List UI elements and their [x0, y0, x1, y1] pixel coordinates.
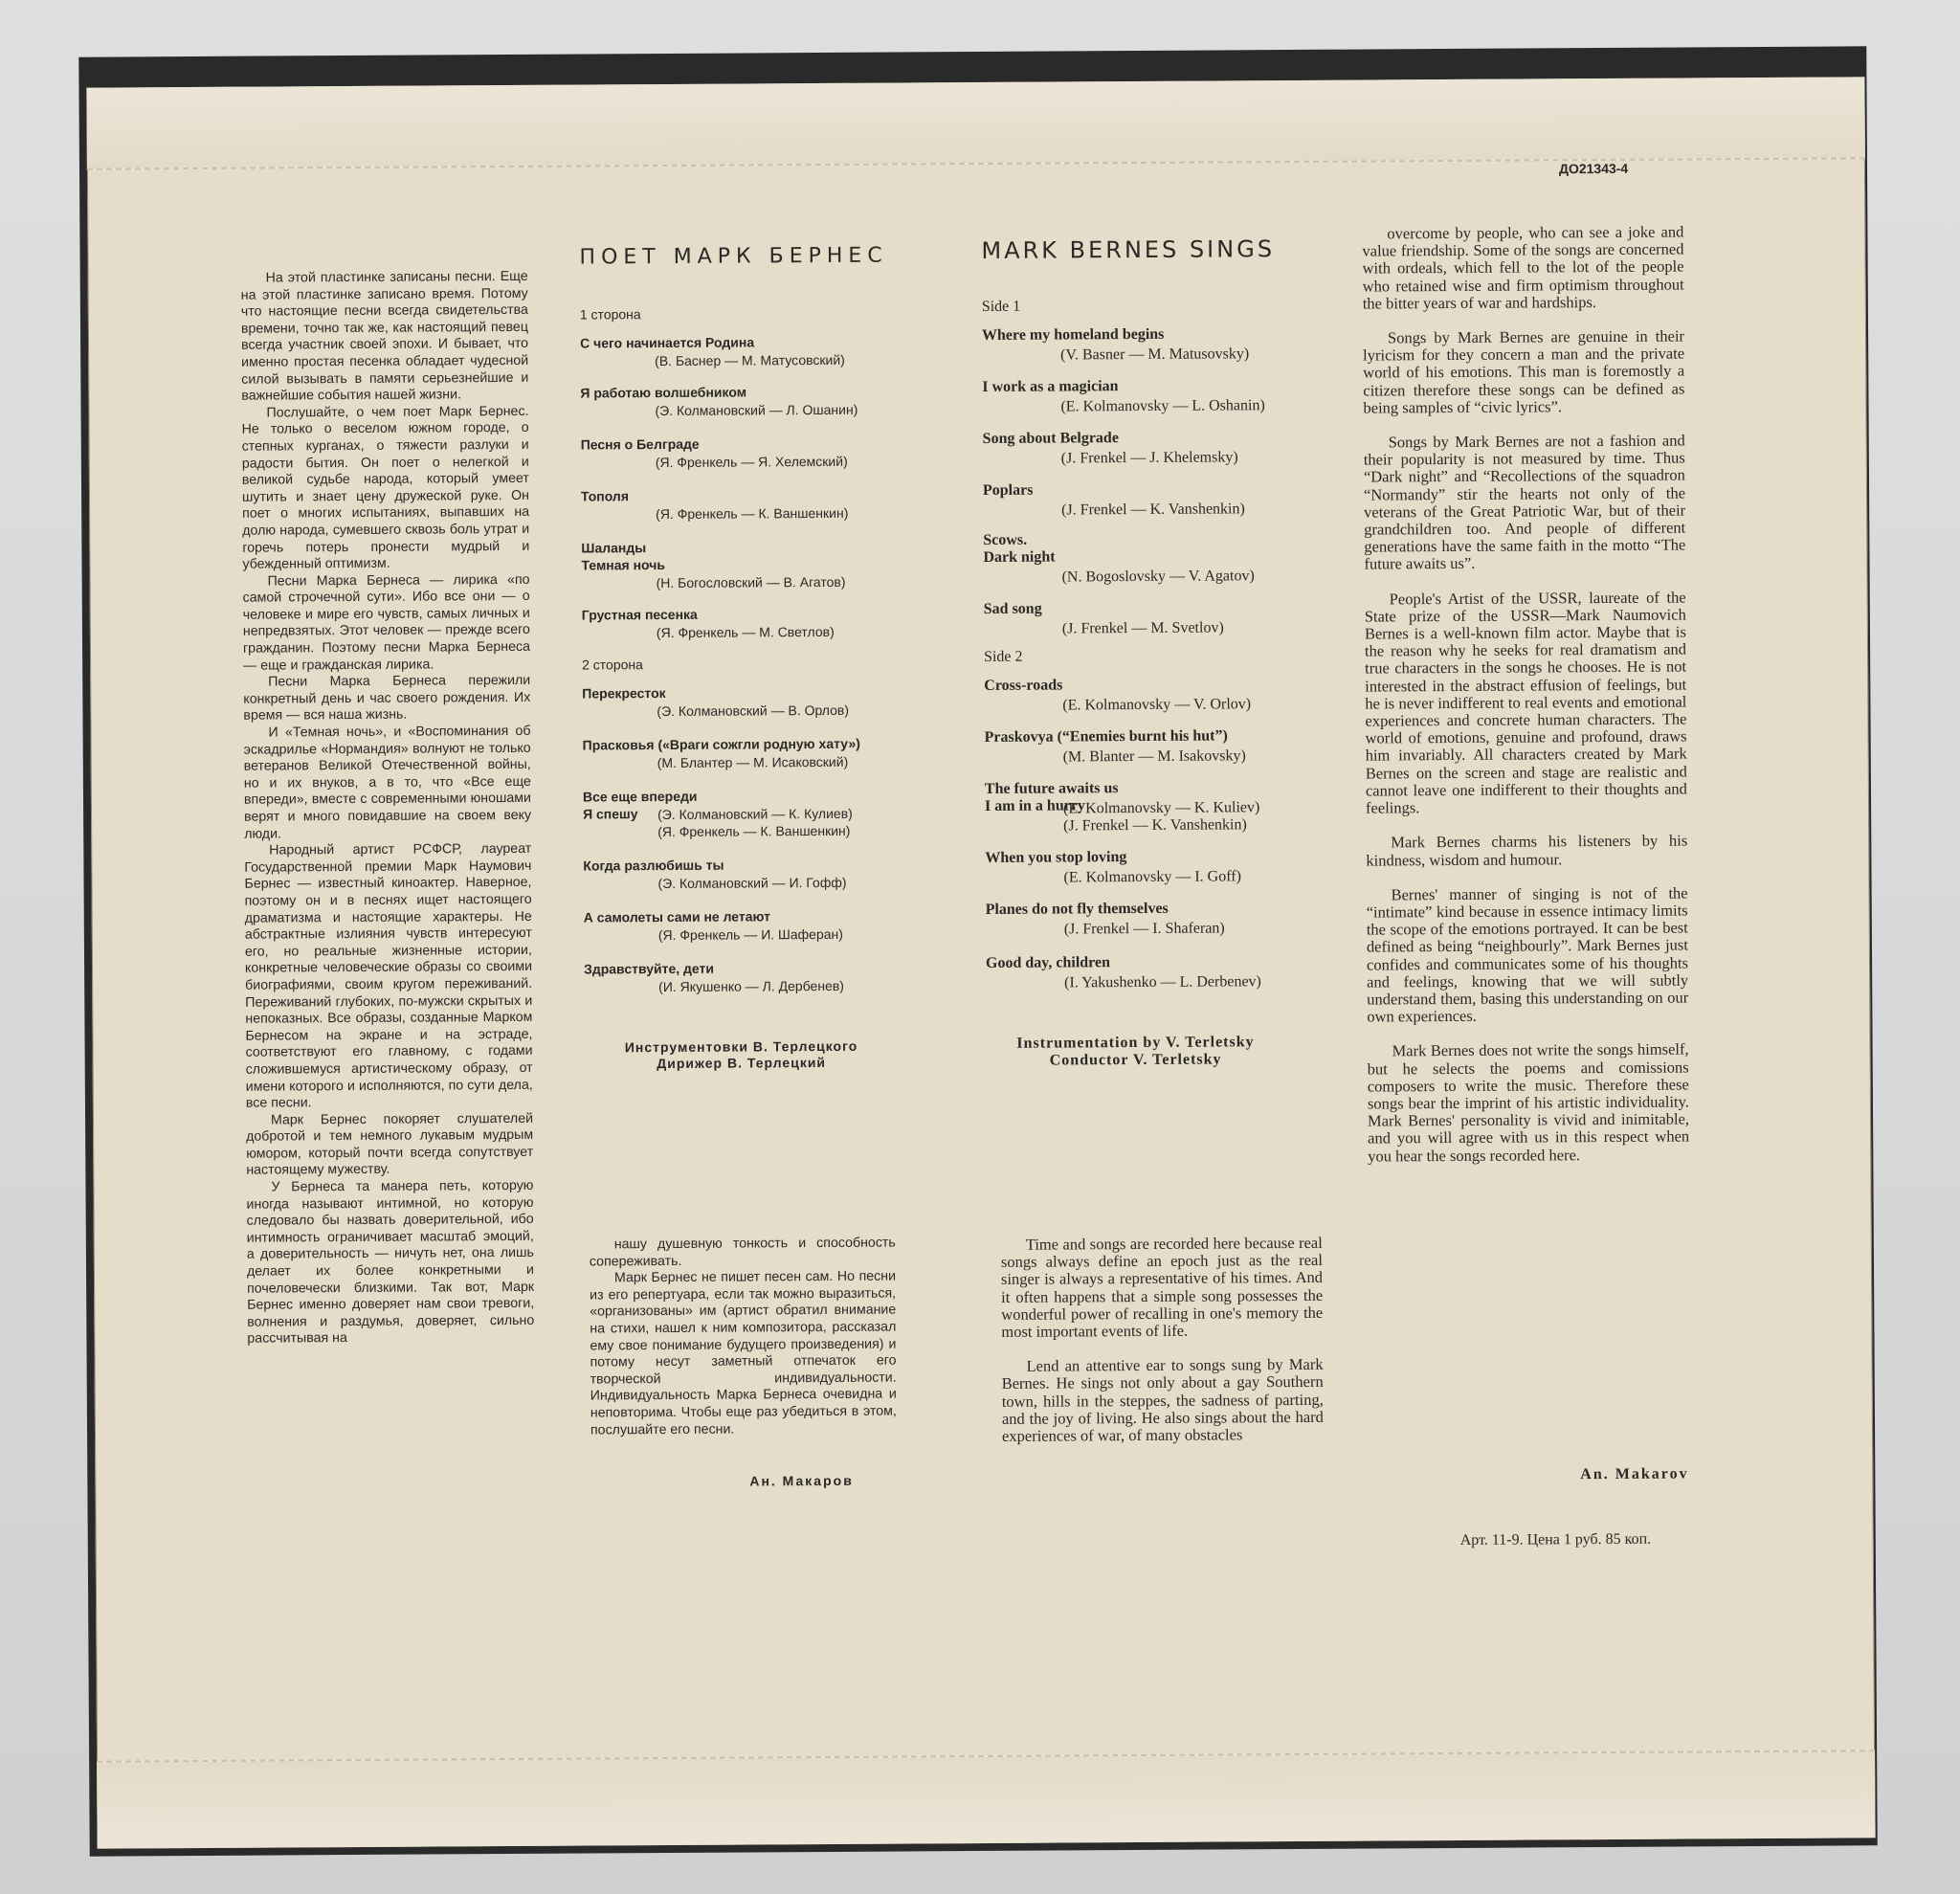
catalog-number: ДО21343-4	[1558, 160, 1629, 177]
russian-side1-label: 1 сторона	[579, 306, 641, 323]
track-entry	[983, 547, 1254, 587]
track-entry	[580, 384, 858, 419]
paragraph: нашу душевную тонкость и способность сопереживать.	[589, 1235, 896, 1270]
track-credit: (М. Блантер — М. Исаковский)	[657, 753, 849, 771]
paragraph: Songs by Mark Bernes are genuine in their lyricism for they concern a man and the private world of his emotions. This man is foremostly a citizen therefore these songs can be defined as being samples of “civic lyrics”.	[1363, 326, 1685, 417]
track-credit: (J. Frenkel — K. Vanshenkin)	[1061, 501, 1245, 519]
track-credit: (J. Frenkel — K. Vanshenkin)	[1063, 816, 1247, 835]
track-title: Я работаю волшебником	[580, 384, 747, 401]
track-entry	[983, 480, 1245, 520]
english-signature: An. Makarov	[1580, 1465, 1689, 1483]
track-entry	[983, 429, 1238, 468]
paragraph: Марк Бернес не пишет песен сам. Но песни из его репертуара, если так можно выразиться, «организованы» им (артист обратил внимание на стихи, нашел к ним композитора, рассказал ему свое понимание будущего произведения) и потому несут заметный отпечаток его творческой индивидуальности. Индивидуальность Марка Бернеса очевидна и неповторима. Чтобы еще раз убедиться в этом, послушайте его песни.	[590, 1268, 897, 1438]
paragraph: У Бернеса та манера петь, которую иногда называют интимной, но которую следовало бы назвать доверительной, ибо интимность ограничивает масштаб эмоций, а доверительность — ничуть нет, она лишь делает их более конкретными и почеловечески близкими. Так вот, Марк Бернес именно доверяет нам свои тревоги, волнения и раздумья, доверяет, сильно рассчитывая на	[246, 1177, 535, 1348]
track-title: Когда разлюбишь ты	[583, 857, 724, 874]
track-title: Praskovya (“Enemies burnt his hut”)	[984, 727, 1228, 746]
paragraph: Songs by Mark Bernes are not a fashion and their popularity is not measured by time. Thus “Dark night” and “Recollections of the squadron “Normandy” stir the hearts not only of the veterans of the Great Patriotic War, but of their grandchildren too. And people of different generations have the same faith in the motto “The future awaits us”.	[1363, 431, 1686, 573]
track-title: Planes do not fly themselves	[985, 900, 1169, 918]
record-sleeve-back	[86, 77, 1875, 1848]
paragraph: Народный артист РСФСР, лауреат Государственной премии Марк Наумович Бернес — известный киноактер. Наверное, поэтому он и в песнях ищет настоящего драматизма и настоящие характеры. Не абстрактные излияния чувств интересуют его, но реальные жизненные истории, конкретные человеческие образы со своими биографиями, своим кругом переживаний. Переживаний глубоких, по-мужски скрытых и непоказных. Все образы, созданные Марком Бернесом на экране и на эстраде, соответствуют его главному, с годами сложившемуся артистическому образу, от имени которого и исполняются, по сути дела, все песни.	[244, 841, 533, 1111]
track-title: А самолеты сами не летают	[583, 908, 771, 925]
track-credit: (J. Frenkel — I. Shaferan)	[1063, 920, 1225, 938]
english-title: MARK BERNES SINGS	[981, 235, 1276, 264]
track-entry	[985, 727, 1246, 767]
track-entry	[581, 556, 845, 591]
track-entry	[580, 334, 845, 369]
english-credits-line2: Conductor V. Terletsky	[1049, 1051, 1222, 1069]
paragraph: overcome by people, who can see a joke and value friendship. Some of the songs are concerned with ordeals, which fell to the lot of the people who retained wise and firm optimism throughout the bitter years of war and hardships.	[1362, 222, 1684, 313]
track-title: Я спешу	[582, 806, 638, 822]
track-entry	[583, 736, 860, 771]
paragraph: Time and songs are recorded here because real songs always define an epoch just as the real singer is always a representative of his times. And it often happens that a simple song possesses the wonderful power of recalling in one's memory the most important events of life.	[1000, 1233, 1324, 1341]
track-credit: (E. Kolmanovsky — I. Goff)	[1063, 868, 1241, 886]
track-entry	[582, 684, 849, 720]
track-entry	[982, 325, 1249, 365]
track-title: Dark night	[983, 548, 1056, 566]
track-credit: (Э. Колмановский — В. Орлов)	[657, 702, 850, 720]
track-credit: (Э. Колмановский — И. Гофф)	[657, 874, 847, 892]
track-title: Тополя	[580, 488, 630, 504]
track-title: When you stop loving	[985, 849, 1127, 866]
english-side1-label: Side 1	[981, 298, 1021, 315]
track-credit: (Я. Френкель — К. Ваншенкин)	[656, 504, 849, 523]
track-entry	[581, 435, 848, 471]
paragraph: И «Темная ночь», и «Воспоминания об эскадрилье «Нормандия» волнуют не только ветеранов Великой Отечественной войны, но и их внуков, а в то, что «Все еще впереди», вместе с современными юношами верят и много повидавшие на своем веку люди.	[243, 723, 532, 842]
russian-side2-label: 2 сторона	[582, 657, 643, 673]
track-entry	[982, 377, 1265, 416]
track-credit: (E. Kolmanovsky — L. Oshanin)	[1060, 397, 1265, 415]
track-credit: (E. Kolmanovsky — K. Kuliev)	[1062, 799, 1260, 817]
paragraph: Песни Марка Бернеса — лирика «по самой строчечной сути». Ибо все они — о человеке и мире его чувств, самых личных и непредвзятых. Этот человек — прежде всего гражданин. Поэтому песни Марка Бернеса — еще и гражданская лирика.	[242, 571, 531, 674]
track-entry	[984, 676, 1251, 715]
track-title: Poplars	[982, 481, 1034, 499]
track-credit: (J. Frenkel — J. Khelemsky)	[1060, 449, 1238, 467]
english-liner-notes	[1001, 1235, 1324, 1462]
paragraph: Mark Bernes does not write the songs himself, but he selects the poems and comissions composers to write the music. Therefore these songs bear the imprint of his artistic individuality. Mark Bernes' personality is vivid and inimitable, and you will agree with us in this respect when you hear the songs recorded here.	[1367, 1039, 1690, 1166]
track-title: Song about Belgrade	[982, 430, 1119, 447]
track-entry	[984, 599, 1224, 638]
russian-credits-line1: Инструментовки В. Терлецкого	[624, 1037, 858, 1056]
top-glue-flap	[86, 77, 1864, 169]
track-credit: (N. Bogoslovsky — V. Agatov)	[1061, 568, 1255, 586]
track-title: Sad song	[983, 600, 1042, 617]
track-credit: (Я. Френкель — М. Светлов)	[656, 623, 835, 641]
track-credit: (И. Якушенко — Л. Дербенев)	[658, 977, 844, 995]
track-entry	[986, 900, 1225, 939]
track-title: Здравствуйте, дети	[583, 960, 715, 977]
english-credits	[972, 1034, 1298, 1070]
track-title: Грустная песенка	[581, 606, 698, 623]
track-title: The future awaits us	[984, 780, 1119, 797]
track-credit: (Н. Богословский — В. Агатов)	[656, 573, 846, 591]
russian-credits-line2: Дирижер В. Терлецкий	[657, 1054, 827, 1072]
russian-signature: Ан. Макаров	[749, 1472, 854, 1489]
bottom-glue-flap	[97, 1749, 1876, 1848]
track-title: Scows.	[983, 531, 1028, 548]
paragraph: People's Artist of the USSR, laureate of the State prize of the USSR—Mark Naumovich Bernes is a well-known film actor. Maybe that is the reason why he seeks for real dramatism and true characters in the songs he chooses. He is not interested in the abstract effusion of feelings, but he is never indifferent to real events and emotional experiences and concrete human characters. The world of emotions, genuine and profound, draws him invariably. All characters created by Mark Bernes on the screen and stage are realistic and cannot leave one indifferent to their thoughts and feelings.	[1364, 588, 1687, 817]
track-credit: (Э. Колмановский — К. Кулиев)	[657, 805, 853, 823]
track-title: Прасковья («Враги сожгли родную хату»)	[582, 735, 860, 753]
track-entry	[582, 606, 835, 641]
russian-credits	[578, 1037, 903, 1072]
english-side2-label: Side 2	[983, 648, 1023, 665]
track-entry	[583, 805, 850, 840]
track-credit: (Я. Френкель — Я. Хелемский)	[655, 453, 848, 471]
track-credit: (I. Yakushenko — L. Derbenev)	[1064, 973, 1261, 992]
paragraph: Песни Марка Бернеса пережили конкретный день и час своего рождения. Их время — вся наша жизнь.	[243, 673, 531, 724]
track-credit: (Э. Колмановский — Л. Ошанин)	[655, 401, 858, 419]
track-credit: (V. Basner — M. Matusovsky)	[1060, 345, 1250, 364]
track-credit: (M. Blanter — M. Isakovsky)	[1062, 747, 1246, 766]
track-title: Перекресток	[582, 685, 666, 702]
paragraph: Марк Бернес покоряет слушателей добротой и тем немного лукавым мудрым юмором, который почти всегда сопутствует настоящему мужеству.	[246, 1110, 534, 1179]
paragraph: На этой пластинке записаны песни. Еще на этой пластинке записано время. Потому что настоящие песни всегда свидетельства времени, точно так же, как настоящий певец всегда участник своей эпохи. И бывает, что именно простая песенка обладает чудесной силой вызывать в памяти серьезнейшие и важнейшие события нашей жизни.	[240, 268, 529, 404]
russian-title: ПОЕТ МАРК БЕРНЕС	[579, 243, 888, 270]
track-entry	[985, 848, 1241, 887]
track-title: Where my homeland begins	[981, 325, 1165, 344]
track-credit: (Я. Френкель — И. Шаферан)	[657, 925, 843, 944]
track-title: С чего начинается Родина	[579, 334, 755, 351]
track-title: I am in a hurry	[984, 797, 1085, 814]
russian-liner-notes-continued	[590, 1236, 897, 1439]
track-title: Шаланды	[581, 540, 647, 556]
track-credit: (В. Баснер — М. Матусовский)	[655, 351, 845, 369]
track-entry	[581, 487, 848, 523]
price-line: Арт. 11-9. Цена 1 руб. 85 коп.	[1459, 1530, 1652, 1549]
track-title: Good day, children	[985, 954, 1111, 971]
track-title: Cross-roads	[984, 677, 1063, 694]
track-entry	[983, 532, 1027, 549]
track-title: I work as a magician	[982, 378, 1119, 395]
track-entry	[986, 953, 1261, 992]
russian-liner-notes	[241, 269, 535, 1348]
english-credits-line1: Instrumentation by V. Terletsky	[1016, 1034, 1255, 1052]
paragraph: Lend an attentive ear to songs sung by Mark Bernes. He sings not only about a gay Southern town, hills in the steppes, the sadness of parting, and the joy of living. He also sings about the hard experiences of war, of many obstacles	[1001, 1355, 1324, 1445]
track-title: Песня о Белграде	[580, 435, 700, 453]
track-entry	[583, 857, 846, 892]
track-credit: (E. Kolmanovsky — V. Orlov)	[1062, 696, 1252, 714]
track-entry	[584, 960, 844, 995]
english-liner-notes-continued	[1362, 224, 1689, 1183]
track-entry	[985, 796, 1247, 836]
track-credit: (Я. Френкель — К. Ваншенкин)	[657, 822, 851, 840]
track-title: Все еще впереди	[582, 788, 698, 805]
track-entry	[581, 540, 646, 555]
paragraph: Послушайте, о чем поет Марк Бернес. Не только о веселом южном городе, о степных курганах, о тяжести разлуки и радости бытия. Он поет о нелегкой и великой судьбе народа, который умеет шутить и знает цену дружеской руке. Он поет о многих испытаниях, выпавших на долю народа, сумевшего сквозь боль утрат и горечь потерь пронести мудрый и убежденный оптимизм.	[241, 403, 530, 572]
track-entry	[584, 908, 843, 944]
paragraph: Bernes' manner of singing is not of the “intimate” kind because in essence intimacy limits the scope of the emotions portrayed. It can be best defined as being “neighbourly”. Mark Bernes just confides and communicates some of his thoughts and feelings, knowing that we will subtly understand them, basing this understanding on our own experiences.	[1366, 883, 1689, 1026]
track-title: Темная ночь	[581, 557, 666, 573]
track-credit: (J. Frenkel — M. Svetlov)	[1061, 619, 1224, 637]
paragraph: Mark Bernes charms his listeners by his kindness, wisdom and humour.	[1366, 831, 1688, 870]
